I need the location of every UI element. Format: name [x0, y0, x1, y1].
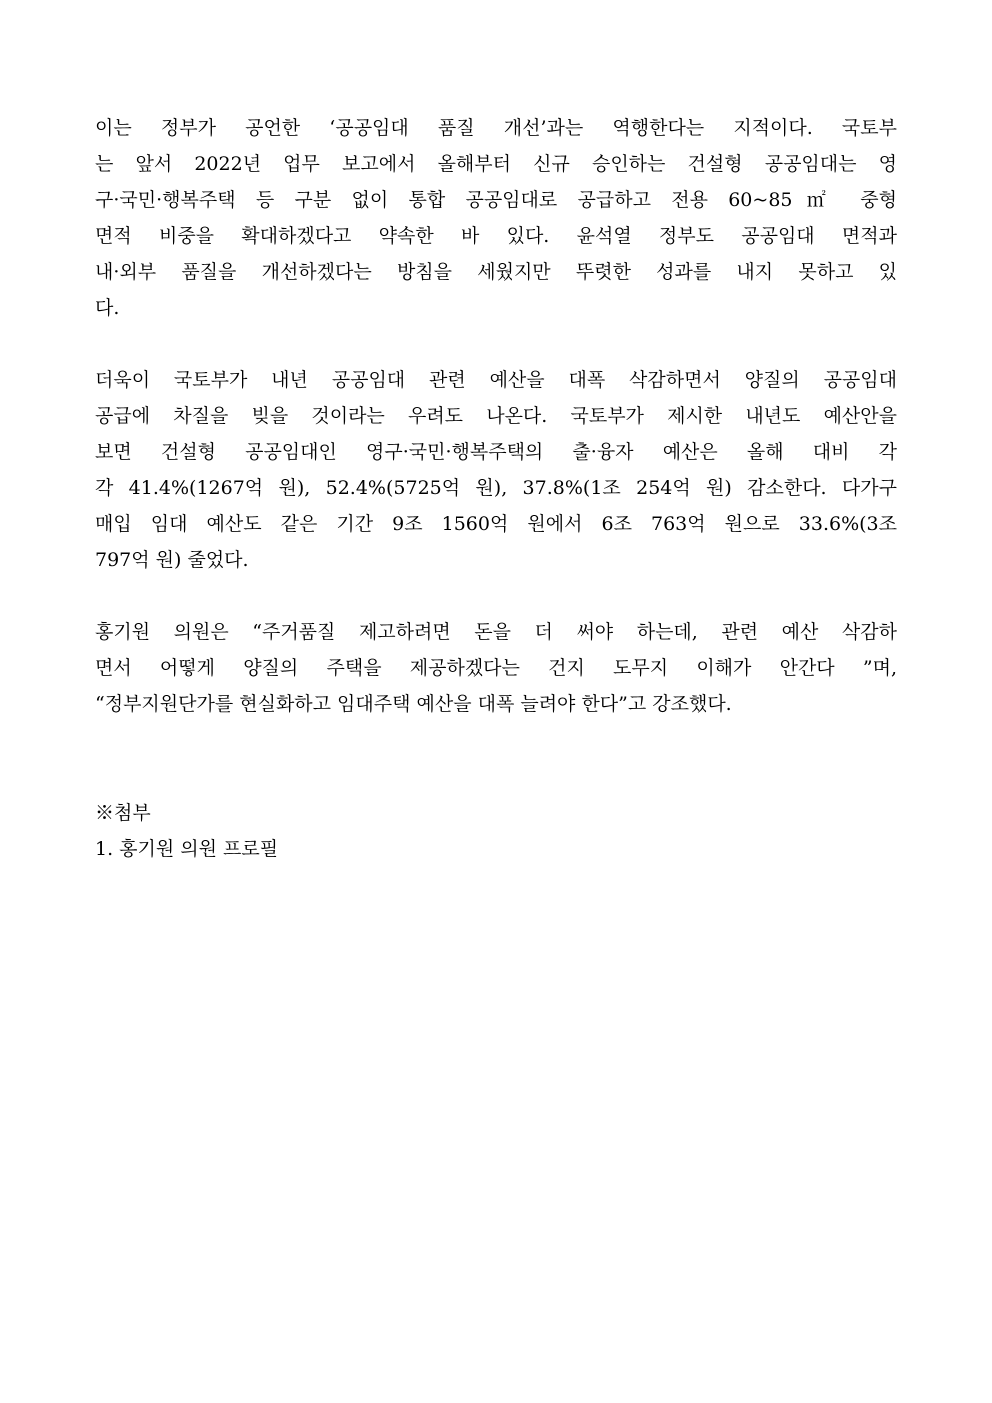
paragraph-line: 는 앞서 2022년 업무 보고에서 올해부터 신규 승인하는 건설형 공공임대는 영 [95, 153, 897, 175]
paragraph-line: “정부지원단가를 현실화하고 임대주택 예산을 대폭 늘려야 한다”고 강조했다. [95, 693, 732, 715]
paragraph-line: 매입 임대 예산도 같은 기간 9조 1560억 원에서 6조 763억 원으로 33.6%(3조 [95, 513, 897, 535]
paragraph-line: 면서 어떻게 양질의 주택을 제공하겠다는 건지 도무지 이해가 안간다 ”며, [95, 657, 897, 679]
paragraph-line: 구·국민·행복주택 등 구분 없이 통합 공공임대로 공급하고 전용 60~85㎡ 중형 [95, 189, 897, 211]
paragraph-line: 면적 비중을 확대하겠다고 약속한 바 있다. 윤석열 정부도 공공임대 면적과 [95, 225, 897, 247]
paragraph-spacer [95, 326, 897, 362]
paragraph-line: 공급에 차질을 빚을 것이라는 우려도 나온다. 국토부가 제시한 내년도 예산안을 [95, 405, 897, 427]
attachments-section [95, 795, 897, 867]
paragraph-2 [95, 362, 897, 578]
paragraph-3 [95, 614, 897, 722]
paragraph-line: 내·외부 품질을 개선하겠다는 방침을 세웠지만 뚜렷한 성과를 내지 못하고 있 [95, 261, 897, 283]
paragraph-line: 더욱이 국토부가 내년 공공임대 관련 예산을 대폭 삭감하면서 양질의 공공임대 [95, 369, 897, 391]
document-body [95, 110, 897, 867]
paragraph-spacer [95, 578, 897, 614]
paragraph-line: 각 41.4%(1267억 원), 52.4%(5725억 원), 37.8%(1조 254억 원) 감소한다. 다가구 [95, 477, 897, 499]
paragraph-line: 이는 정부가 공언한 ‘공공임대 품질 개선’과는 역행한다는 지적이다. 국토부 [95, 117, 897, 139]
attachment-item: 1. 홍기원 의원 프로필 [95, 838, 279, 860]
paragraph-line: 다. [95, 297, 120, 319]
attachments-heading: ※첨부 [95, 802, 151, 824]
paragraph-1 [95, 110, 897, 326]
paragraph-line: 홍기원 의원은 “주거품질 제고하려면 돈을 더 써야 하는데, 관련 예산 삭감하 [95, 621, 897, 643]
paragraph-line: 보면 건설형 공공임대인 영구·국민·행복주택의 출·융자 예산은 올해 대비 각 [95, 441, 897, 463]
paragraph-line: 797억 원) 줄었다. [95, 549, 249, 571]
section-spacer [95, 722, 897, 795]
